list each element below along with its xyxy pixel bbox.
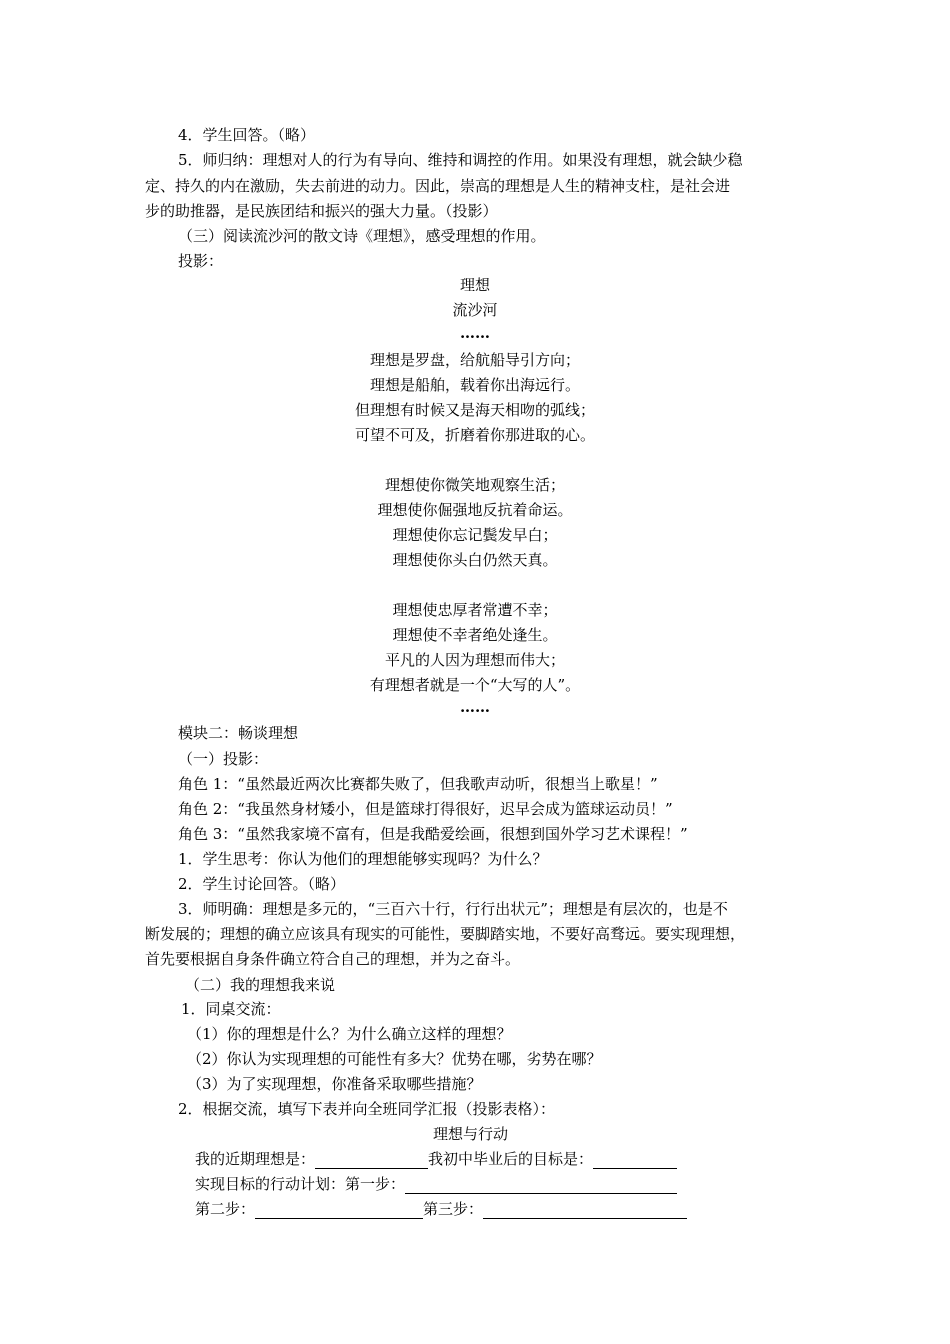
paragraph-teacher-summary: 5．师归纳：理想对人的行为有导向、维持和调控的作用。如果没有理想，就会缺少稳 (178, 151, 743, 169)
plan-step1-label: 实现目标的行动计划：第一步： (195, 1175, 406, 1193)
poem-line: 理想使你头白仍然天真。 (392, 551, 558, 569)
module-two-heading: 模块二：畅谈理想 (178, 724, 299, 742)
poem-line: 平凡的人因为理想而伟大； (384, 651, 565, 669)
teacher-clarify-end: 首先要根据自身条件确立符合自己的理想，并为之奋斗。 (145, 950, 521, 968)
step2-label: 第二步： (195, 1200, 256, 1218)
exchange-question-1: （1）你的理想是什么？为什么确立这样的理想？ (187, 1025, 512, 1043)
poem-line: 理想使你忘记鬓发早白； (392, 526, 558, 544)
fill-form-instruction: 2．根据交流，填写下表并向全班同学汇报（投影表格）： (178, 1100, 556, 1118)
form-title: 理想与行动 (433, 1125, 509, 1143)
poem-line: 理想是船舶，载着你出海远行。 (369, 376, 580, 394)
poem-ellipsis-top: …… (460, 324, 490, 342)
question-discuss: 2．学生讨论回答。（略） (178, 875, 346, 893)
poem-title: 理想 (459, 276, 490, 294)
form-row-plan (195, 1174, 677, 1194)
poem-line: 可望不可及，折磨着你那进取的心。 (354, 426, 595, 444)
step3-blank[interactable] (483, 1202, 687, 1219)
poem-line: 理想使你微笑地观察生活； (384, 476, 565, 494)
paragraph-student-answer: 4．学生回答。（略） (178, 126, 316, 144)
step3-label: 第三步： (423, 1200, 484, 1218)
question-think: 1．学生思考：你认为他们的理想能够实现吗？为什么？ (178, 850, 548, 868)
projection-label: 投影： (178, 252, 224, 270)
exchange-question-3: （3）为了实现理想，你准备采取哪些措施？ (187, 1075, 482, 1093)
poem-author: 流沙河 (452, 301, 498, 319)
poem-line: 理想是罗盘，给航船导引方向； (369, 351, 580, 369)
step1-blank[interactable] (405, 1177, 677, 1194)
role-one: 角色 1：“虽然最近两次比赛都失败了，但我歌声动听，很想当上歌星！” (178, 775, 658, 793)
poem-line: 理想使不幸者绝处逢生。 (392, 626, 558, 644)
near-goal-blank[interactable] (315, 1152, 428, 1169)
desk-exchange: 1．同桌交流： (181, 1000, 281, 1018)
poem-line: 有理想者就是一个“大写的人”。 (369, 676, 581, 694)
near-goal-label: 我的近期理想是： (195, 1150, 316, 1168)
paragraph-teacher-summary-cont: 定、持久的内在激励，失去前进的动力。因此，崇高的理想是人生的精神支柱，是社会进 (145, 177, 731, 195)
teacher-clarify-cont: 断发展的；理想的确立应该具有现实的可能性，要脚踏实地，不要好高骛远。要实现理想， (145, 925, 746, 943)
form-row-steps (195, 1199, 687, 1219)
paragraph-teacher-summary-end: 步的助推器，是民族团结和振兴的强大力量。（投影） (145, 202, 498, 220)
poem-ellipsis-bottom: …… (460, 698, 490, 716)
subsection-projection: （一）投影： (178, 750, 269, 768)
step2-blank[interactable] (255, 1202, 423, 1219)
after-grad-label: 我初中毕业后的目标是： (428, 1150, 594, 1168)
poem-line: 理想使忠厚者常遭不幸； (392, 601, 558, 619)
subsection-my-ideal: （二）我的理想我来说 (185, 976, 336, 994)
section-heading-read-poem: （三）阅读流沙河的散文诗《理想》，感受理想的作用。 (178, 227, 546, 245)
role-two: 角色 2：“我虽然身材矮小，但是篮球打得很好，迟早会成为篮球运动员！” (178, 800, 673, 818)
exchange-question-2: （2）你认为实现理想的可能性有多大？优势在哪，劣势在哪？ (187, 1050, 602, 1068)
poem-line: 理想使你倔强地反抗着命运。 (377, 501, 573, 519)
poem-line: 但理想有时候又是海天相吻的弧线； (354, 401, 595, 419)
role-three: 角色 3：“虽然我家境不富有，但是我酷爱绘画，很想到国外学习艺术课程！” (178, 825, 688, 843)
after-grad-blank[interactable] (593, 1152, 677, 1169)
teacher-clarify: 3．师明确：理想是多元的，“三百六十行，行行出状元”；理想是有层次的，也是不 (178, 900, 728, 918)
form-row-goals (195, 1149, 677, 1169)
